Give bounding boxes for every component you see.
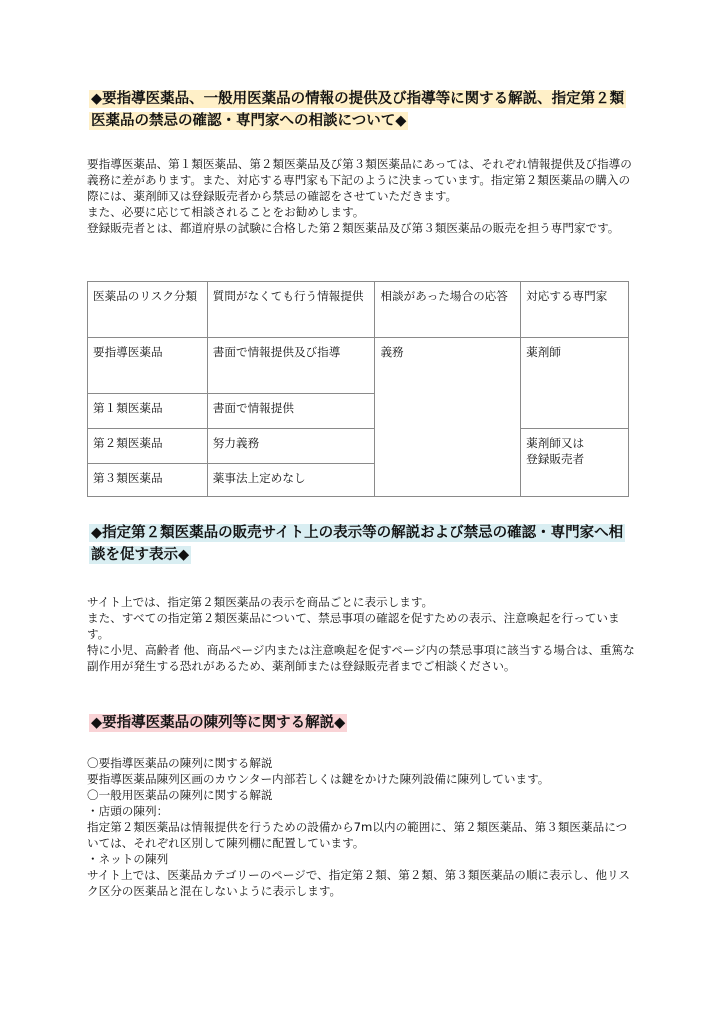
table-header-cell: 対応する専門家 xyxy=(521,282,629,338)
table-cell-category: 第３類医薬品 xyxy=(88,464,208,497)
table-header-cell: 質問がなくても行う情報提供 xyxy=(207,282,375,338)
table-header-cell: 相談があった場合の応答 xyxy=(375,282,521,338)
table-cell-category: 第２類医薬品 xyxy=(88,429,208,464)
table-cell-category: 要指導医薬品 xyxy=(88,338,208,394)
table-cell-info: 書面で情報提供 xyxy=(207,394,375,429)
risk-classification-table xyxy=(87,281,629,497)
table-row xyxy=(88,338,629,394)
section-body-site-display: サイト上では、指定第２類医薬品の表示を商品ごとに表示します。 また、すべての指定第２類医薬品について、禁忌事項の確認を促すための表示、注意喚起を行っています。 特に小児、高齢者 他、商品ページ内または注意喚起を促すページ内の禁忌事項に該当する場合は、重篤な副作用が発生する恐れがあるため、薬剤師または登録販売者までご相談ください。 xyxy=(87,595,635,673)
table-header-cell: 医薬品のリスク分類 xyxy=(88,282,208,338)
table-cell-info: 薬事法上定めなし xyxy=(207,464,375,497)
section-body-info-provision: 要指導医薬品、第１類医薬品、第２類医薬品及び第３類医薬品にあっては、それぞれ情報提供及び指導の義務に差があります。また、対応する専門家も下記のように決まっています。指定第２類医薬品の購入の際には、薬剤師又は登録販売者から禁忌の確認をさせていただきます。 また、必要に応じて相談されることをお勧めします。 登録販売者とは、都道府県の試験に合格した第２類医薬品及び第３類医薬品の販売を担う専門家です。 xyxy=(87,157,632,235)
table-cell-info: 努力義務 xyxy=(207,429,375,464)
section-heading-info-provision: ◆要指導医薬品、一般用医薬品の情報の提供及び指導等に関する解説、指定第２類医薬品の禁忌の確認・専門家への相談について◆ xyxy=(91,91,625,129)
table-cell-expert-pharmacist-or-seller: 薬剤師又は 登録販売者 xyxy=(521,429,629,497)
table-header-row xyxy=(88,282,629,338)
table-cell-info: 書面で情報提供及び指導 xyxy=(207,338,375,394)
section-body-display-arrangement: 〇要指導医薬品の陳列に関する解説 要指導医薬品陳列区画のカウンター内部若しくは鍵をかけた陳列設備に陳列しています。 〇一般用医薬品の陳列に関する解説 ・店頭の陳列： 指定第２類医薬品は情報提供を行うための設備から7m以内の範囲に、第２類医薬品、第３類医薬品については、それぞれ区別して陳列棚に配置しています。 ・ネットの陳列 サイト上では、医薬品カテゴリーのページで、指定第２類、第２類、第３類医薬品の順に表示し、他リスク区分の医薬品と混在しないように表示します。 xyxy=(87,756,630,898)
table-row xyxy=(88,429,629,464)
section-heading-site-display: ◆指定第２類医薬品の販売サイト上の表示等の解説および禁忌の確認・専門家へ相談を促す表示◆ xyxy=(91,525,624,563)
table-cell-consult-response: 義務 xyxy=(375,338,521,497)
table-cell-category: 第１類医薬品 xyxy=(88,394,208,429)
section-heading-display-arrangement: ◆要指導医薬品の陳列等に関する解説◆ xyxy=(91,715,346,731)
table-cell-expert-pharmacist: 薬剤師 xyxy=(521,338,629,429)
